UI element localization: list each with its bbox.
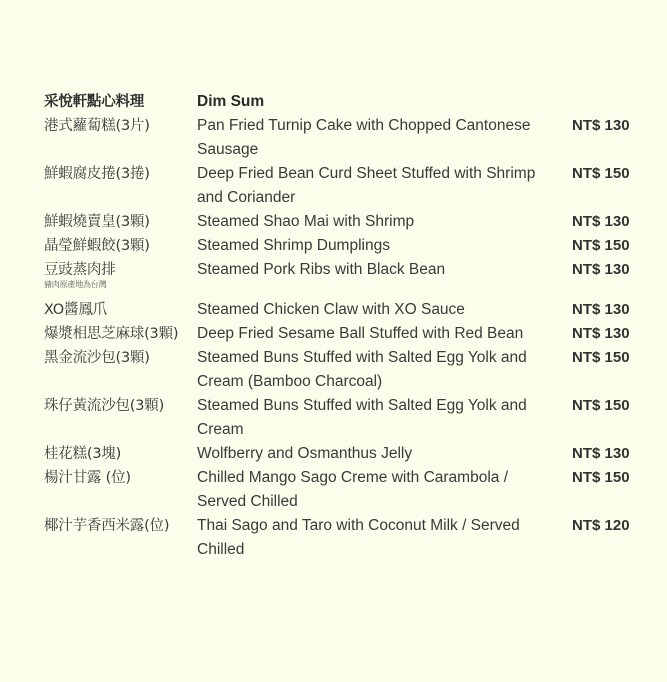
item-price: NT$ 120 (572, 517, 630, 534)
item-name-en: Steamed Pork Ribs with Black Bean (197, 261, 446, 278)
item-price: NT$ 150 (572, 165, 630, 182)
menu-item (44, 234, 644, 258)
item-name-zh-wrap (44, 258, 197, 290)
item-name-zh: 珠仔黃流沙包(3顆) (44, 398, 165, 414)
menu-item (44, 322, 644, 346)
item-name-en: Steamed Chicken Claw with XO Sauce (197, 301, 465, 318)
item-name-zh: 黑金流沙包(3顆) (44, 350, 150, 366)
item-name-zh: 港式蘿蔔糕(3片) (44, 118, 150, 134)
item-name-en: Pan Fried Turnip Cake with Chopped Cantonese Sausage (197, 117, 531, 158)
item-price: NT$ 150 (572, 397, 630, 414)
item-price: NT$ 130 (572, 445, 630, 462)
section-title-en: Dim Sum (197, 93, 265, 110)
menu-item (44, 514, 644, 562)
section-title-zh: 采悅軒點心料理 (44, 94, 145, 110)
item-name-zh: 楊汁甘露 (位) (44, 470, 131, 486)
origin-note: 豬肉原產地為台灣 (44, 280, 107, 289)
item-name-zh: 鮮蝦腐皮捲(3捲) (44, 166, 150, 182)
item-name-en: Deep Fried Bean Curd Sheet Stuffed with Shrimp and Coriander (197, 165, 536, 206)
item-price: NT$ 130 (572, 261, 630, 278)
item-name-zh: 鮮蝦燒賣皇(3顆) (44, 214, 150, 230)
item-name-zh: 晶瑩鮮蝦餃(3顆) (44, 238, 150, 254)
menu-item (44, 466, 644, 514)
menu-item (44, 162, 644, 210)
menu-item (44, 346, 644, 394)
item-name-zh: 桂花糕(3塊) (44, 446, 122, 462)
item-price: NT$ 150 (572, 237, 630, 254)
menu-item (44, 298, 644, 322)
item-name-en: Steamed Shao Mai with Shrimp (197, 213, 415, 230)
item-name-en: Steamed Shrimp Dumplings (197, 237, 390, 254)
item-price: NT$ 130 (572, 325, 630, 342)
item-name-zh: 椰汁芋香西米露(位) (44, 518, 170, 534)
item-price: NT$ 130 (572, 117, 630, 134)
item-name-en: Chilled Mango Sago Creme with Carambola / Served Chilled (197, 469, 509, 510)
dim-sum-menu (44, 90, 644, 562)
menu-item (44, 210, 644, 234)
item-name-en: Thai Sago and Taro with Coconut Milk / Served Chilled (197, 517, 520, 558)
menu-item (44, 114, 644, 162)
menu-header (44, 90, 644, 114)
item-name-zh: XO醬鳳爪 (44, 302, 107, 318)
item-price: NT$ 130 (572, 213, 630, 230)
menu-item (44, 258, 644, 290)
item-name-zh: 豆豉蒸肉排 (44, 262, 116, 278)
item-name-en: Steamed Buns Stuffed with Salted Egg Yolk and Cream (Bamboo Charcoal) (197, 349, 527, 390)
item-name-zh: 爆漿相思芝麻球(3顆) (44, 326, 179, 342)
item-price: NT$ 150 (572, 469, 630, 486)
item-name-en: Steamed Buns Stuffed with Salted Egg Yolk and Cream (197, 397, 527, 438)
item-price: NT$ 150 (572, 349, 630, 366)
menu-item (44, 442, 644, 466)
item-name-en: Wolfberry and Osmanthus Jelly (197, 445, 413, 462)
item-name-en: Deep Fried Sesame Ball Stuffed with Red Bean (197, 325, 524, 342)
item-price: NT$ 130 (572, 301, 630, 318)
menu-item (44, 394, 644, 442)
